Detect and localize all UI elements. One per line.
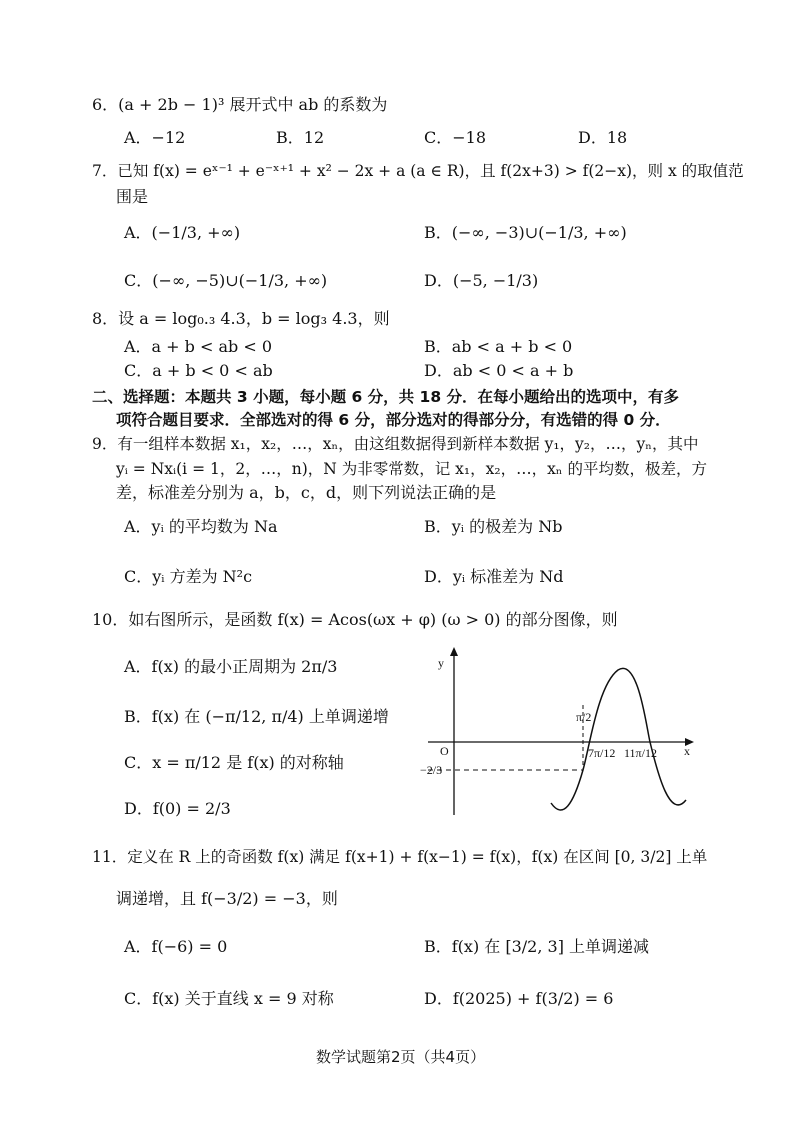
q11-option-b: B．f(x) 在 [3/2, 3] 上单调递减 — [424, 937, 650, 956]
section2-heading-line2: 项符合题目要求．全部选对的得 6 分，部分选对的得部分分，有选错的得 0 分． — [116, 411, 671, 429]
q6-option-d: D．18 — [578, 128, 628, 147]
tick-7pi-12-label: 7π/12 — [588, 746, 616, 760]
q11-stem-line2: 调递增，且 f(−3/2) = −3，则 — [116, 889, 338, 908]
q11-stem-line1: 11．定义在 R 上的奇函数 f(x) 满足 f(x+1) + f(x−1) = f(x)，f(x) 在区间 [0, 3/2] 上单 — [92, 848, 708, 866]
q8-option-d: D．ab < 0 < a + b — [424, 361, 574, 380]
q10-option-b: B．f(x) 在 (−π/12, π/4) 上单调递增 — [124, 707, 389, 726]
origin-label: O — [440, 744, 449, 758]
x-axis-label: x — [684, 744, 690, 758]
q7-option-d: D．(−5, −1/3) — [424, 271, 539, 290]
q9-stem-line3: 差，标准差分别为 a，b，c，d，则下列说法正确的是 — [116, 483, 497, 502]
q9-option-a: A．yᵢ 的平均数为 Na — [124, 517, 278, 536]
q10-option-d: D．f(0) = 2/3 — [124, 799, 231, 818]
q6-option-b: B．12 — [276, 128, 325, 147]
q8-option-a: A．a + b < ab < 0 — [124, 337, 273, 356]
neg-two-thirds-label: −2/3 — [420, 763, 443, 777]
q7-stem-line1: 7．已知 f(x) = eˣ⁻¹ + e⁻ˣ⁺¹ + x² − 2x + a (a ∈ R)，且 f(2x+3) > f(2−x)，则 x 的取值范 — [92, 162, 744, 180]
q9-option-c: C．yᵢ 方差为 N²c — [124, 567, 253, 586]
q6-option-c: C．−18 — [424, 128, 487, 147]
q8-option-b: B．ab < a + b < 0 — [424, 337, 573, 356]
q7-option-b: B．(−∞, −3)∪(−1/3, +∞) — [424, 223, 627, 242]
q9-option-b: B．yᵢ 的极差为 Nb — [424, 517, 563, 536]
q7-stem-line2: 围是 — [116, 187, 149, 206]
q10-stem: 10．如右图所示，是函数 f(x) = Acos(ωx + φ) (ω > 0) 的部分图像，则 — [92, 610, 618, 629]
y-axis-arrow-icon — [450, 647, 458, 656]
q7-option-a: A．(−1/3, +∞) — [124, 223, 241, 242]
q10-option-a: A．f(x) 的最小正周期为 2π/3 — [124, 657, 338, 676]
q11-option-a: A．f(−6) = 0 — [124, 937, 228, 956]
pi-over-2-label: π/2 — [576, 710, 592, 724]
q10-function-graph — [418, 645, 700, 823]
tick-11pi-12-label: 11π/12 — [624, 746, 657, 760]
q11-option-d: D．f(2025) + f(3/2) = 6 — [424, 989, 614, 1008]
q8-stem: 8．设 a = log₀.₃ 4.3，b = log₃ 4.3，则 — [92, 309, 390, 328]
q10-option-c: C．x = π/12 是 f(x) 的对称轴 — [124, 753, 344, 772]
y-axis-label: y — [438, 656, 444, 670]
section2-heading-line1: 二、选择题：本题共 3 小题，每小题 6 分，共 18 分．在每小题给出的选项中，有多 — [92, 388, 680, 406]
q6-option-a: A．−12 — [124, 128, 186, 147]
q7-option-c: C．(−∞, −5)∪(−1/3, +∞) — [124, 271, 328, 290]
q8-option-c: C．a + b < 0 < ab — [124, 361, 273, 380]
q9-option-d: D．yᵢ 标准差为 Nd — [424, 567, 564, 586]
q9-stem-line2: yᵢ = Nxᵢ(i = 1，2，…，n)，N 为非零常数，记 x₁，x₂，…，xₙ 的平均数，极差，方 — [116, 460, 707, 478]
q11-option-c: C．f(x) 关于直线 x = 9 对称 — [124, 989, 334, 1008]
q6-stem: 6．(a + 2b − 1)³ 展开式中 ab 的系数为 — [92, 95, 388, 114]
cosine-curve — [551, 668, 686, 810]
q9-stem-line1: 9．有一组样本数据 x₁，x₂，…，xₙ，由这组数据得到新样本数据 y₁，y₂，…，yₙ，其中 — [92, 435, 699, 453]
page-footer: 数学试题第2页（共4页） — [316, 1048, 486, 1066]
